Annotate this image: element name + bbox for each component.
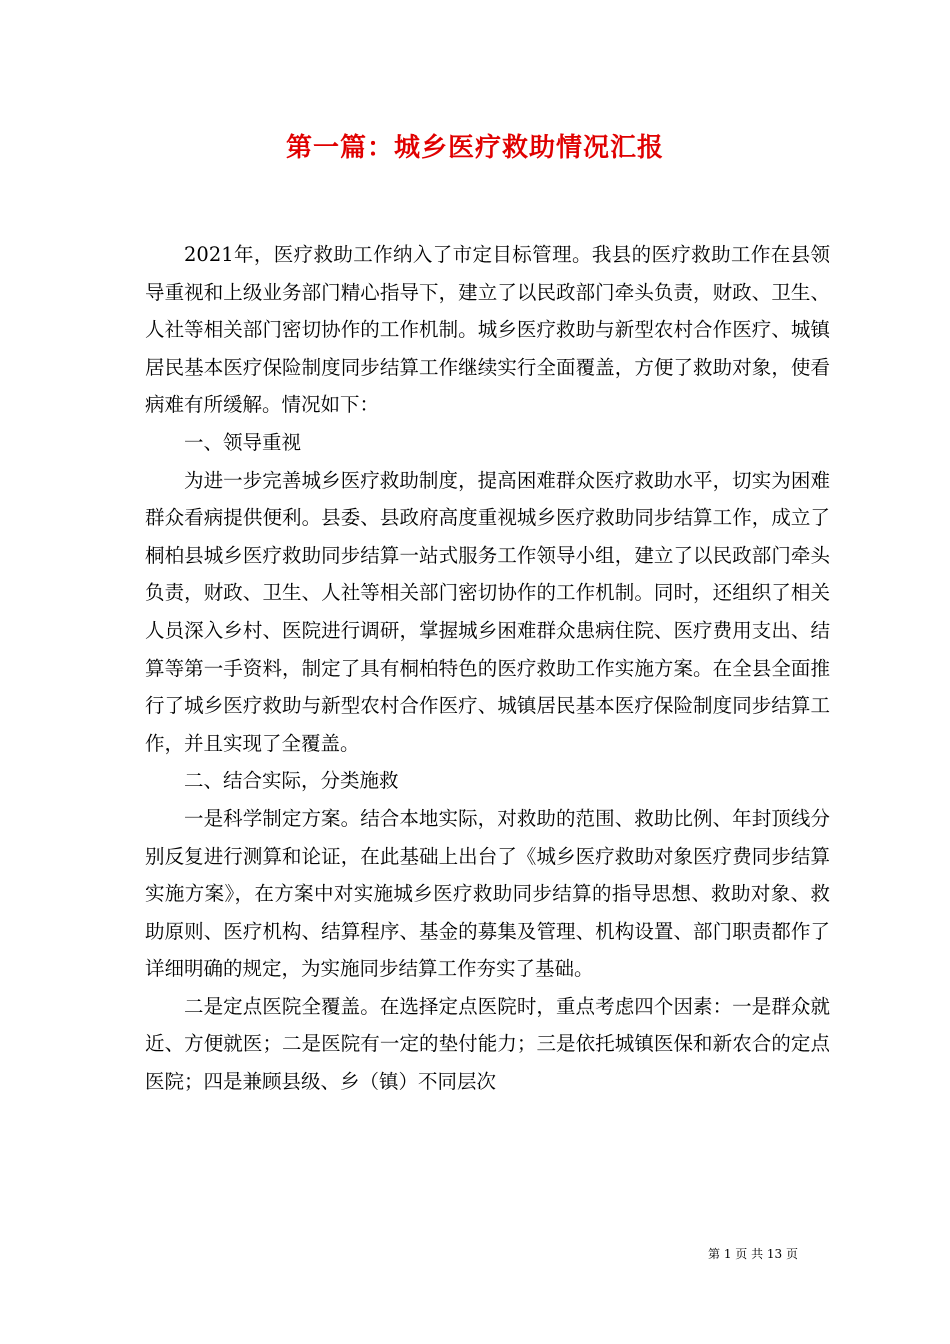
paragraph-plan: 一是科学制定方案。结合本地实际，对救助的范围、救助比例、年封顶线分别反复进行测算和论证，在此基础上出台了《城乡医疗救助对象医疗费同步结算实施方案》，在方案中对实施城乡医疗救助同步结算的指导思想、救助对象、救助原则、医疗机构、结算程序、基金的募集及管理、机构设置、部门职责都作了详细明确的规定，为实施同步结算工作夯实了基础。	[145, 806, 830, 981]
section-heading-1: 一、领导重视	[184, 430, 302, 454]
paragraph-intro: 2021年，医疗救助工作纳入了市定目标管理。我县的医疗救助工作在县领导重视和上级业务部门精心指导下，建立了以民政部门牵头负责，财政、卫生、人社等相关部门密切协作的工作机制。城乡医疗救助与新型农村合作医疗、城镇居民基本医疗保险制度同步结算工作继续实行全面覆盖，方便了救助对象，使看病难有所缓解。情况如下：	[145, 243, 830, 417]
section-heading-2: 二、结合实际，分类施救	[184, 769, 399, 793]
document-body	[145, 236, 830, 1101]
page-title: 第一篇：城乡医疗救助情况汇报	[285, 133, 664, 163]
page-number-footer: 第 1 页 共 13 页	[708, 1247, 798, 1261]
paragraph-hospitals: 二是定点医院全覆盖。在选择定点医院时，重点考虑四个因素：一是群众就近、方便就医；二是医院有一定的垫付能力；三是依托城镇医保和新农合的定点医院；四是兼顾县级、乡（镇）不同层次	[145, 994, 830, 1094]
paragraph-leadership: 为进一步完善城乡医疗救助制度，提高困难群众医疗救助水平，切实为困难群众看病提供便利。县委、县政府高度重视城乡医疗救助同步结算工作，成立了桐柏县城乡医疗救助同步结算一站式服务工作领导小组，建立了以民政部门牵头负责，财政、卫生、人社等相关部门密切协作的工作机制。同时，还组织了相关人员深入乡村、医院进行调研，掌握城乡困难群众患病住院、医疗费用支出、结算等第一手资料，制定了具有桐柏特色的医疗救助工作实施方案。在全县全面推行了城乡医疗救助与新型农村合作医疗、城镇居民基本医疗保险制度同步结算工作，并且实现了全覆盖。	[145, 468, 830, 755]
